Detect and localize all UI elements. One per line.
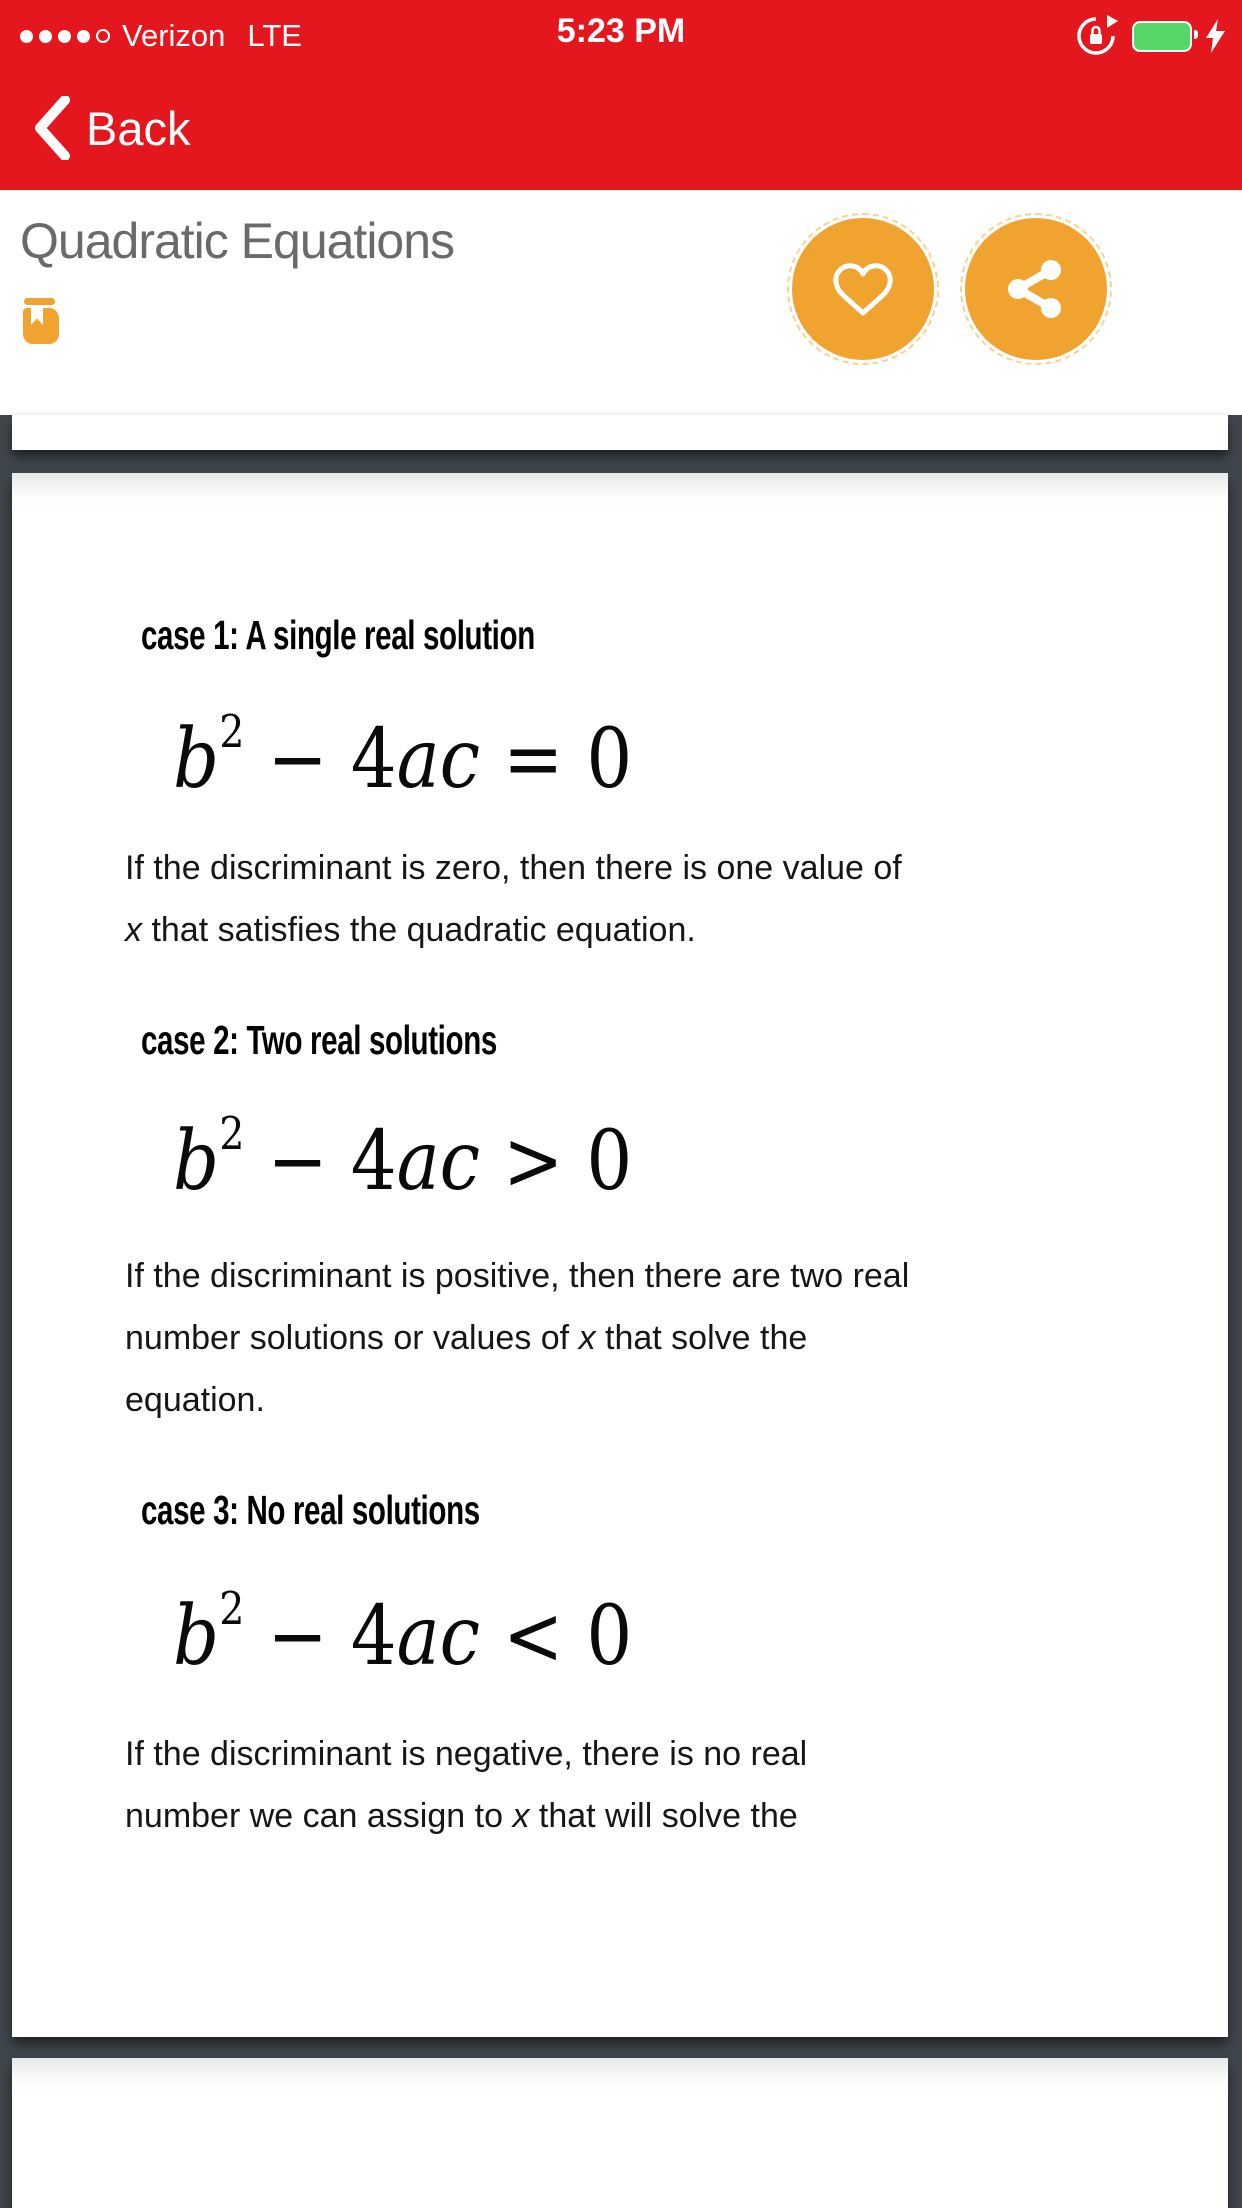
back-button[interactable] bbox=[34, 96, 191, 160]
battery-icon bbox=[1132, 21, 1192, 52]
paragraph-line: number solutions or values of x that solve the bbox=[125, 1319, 808, 1357]
section-paragraph bbox=[125, 837, 902, 961]
heart-icon bbox=[830, 259, 896, 319]
page-header bbox=[0, 190, 1242, 415]
equation: $b^2 - 4ac < 0$ bbox=[173, 1582, 633, 1684]
orientation-lock-icon bbox=[1074, 14, 1118, 58]
book-bookmark-icon bbox=[23, 298, 59, 344]
section-heading: case 1: A single real solution bbox=[141, 612, 535, 658]
section-paragraph bbox=[125, 1723, 807, 1847]
section-heading: case 2: Two real solutions bbox=[141, 1017, 497, 1063]
next-page-card bbox=[12, 2058, 1228, 2208]
equation: $b^2 - 4ac > 0$ bbox=[173, 1107, 633, 1209]
paragraph-line: x that satisfies the quadratic equation. bbox=[125, 911, 696, 949]
back-chevron-icon bbox=[34, 96, 70, 160]
paragraph-line: If the discriminant is positive, then there are two real bbox=[125, 1257, 910, 1295]
clock: 5:23 PM bbox=[556, 12, 686, 50]
charging-bolt-icon bbox=[1206, 19, 1226, 53]
status-nav-bar bbox=[0, 0, 1242, 190]
carrier-label: Verizon bbox=[122, 18, 226, 53]
paragraph-line: If the discriminant is negative, there is no real bbox=[125, 1735, 808, 1773]
back-label: Back bbox=[86, 101, 191, 155]
current-page-card bbox=[12, 473, 1228, 2037]
section-paragraph bbox=[125, 1245, 909, 1431]
status-right bbox=[1074, 14, 1226, 58]
previous-page-card bbox=[12, 415, 1228, 450]
content-scroll-area[interactable] bbox=[0, 415, 1242, 2208]
share-icon bbox=[1004, 257, 1068, 321]
share-button[interactable] bbox=[965, 218, 1107, 360]
page-title: Quadratic Equations bbox=[20, 213, 455, 269]
paragraph-line: If the discriminant is zero, then there is one value of bbox=[125, 849, 902, 887]
network-label: LTE bbox=[247, 18, 302, 53]
favorite-button[interactable] bbox=[792, 218, 934, 360]
equation: $b^2 - 4ac = 0$ bbox=[173, 705, 633, 807]
section-heading: case 3: No real solutions bbox=[141, 1487, 480, 1533]
paragraph-line: number we can assign to x that will solve the bbox=[125, 1797, 798, 1835]
paragraph-line: equation. bbox=[125, 1381, 265, 1419]
